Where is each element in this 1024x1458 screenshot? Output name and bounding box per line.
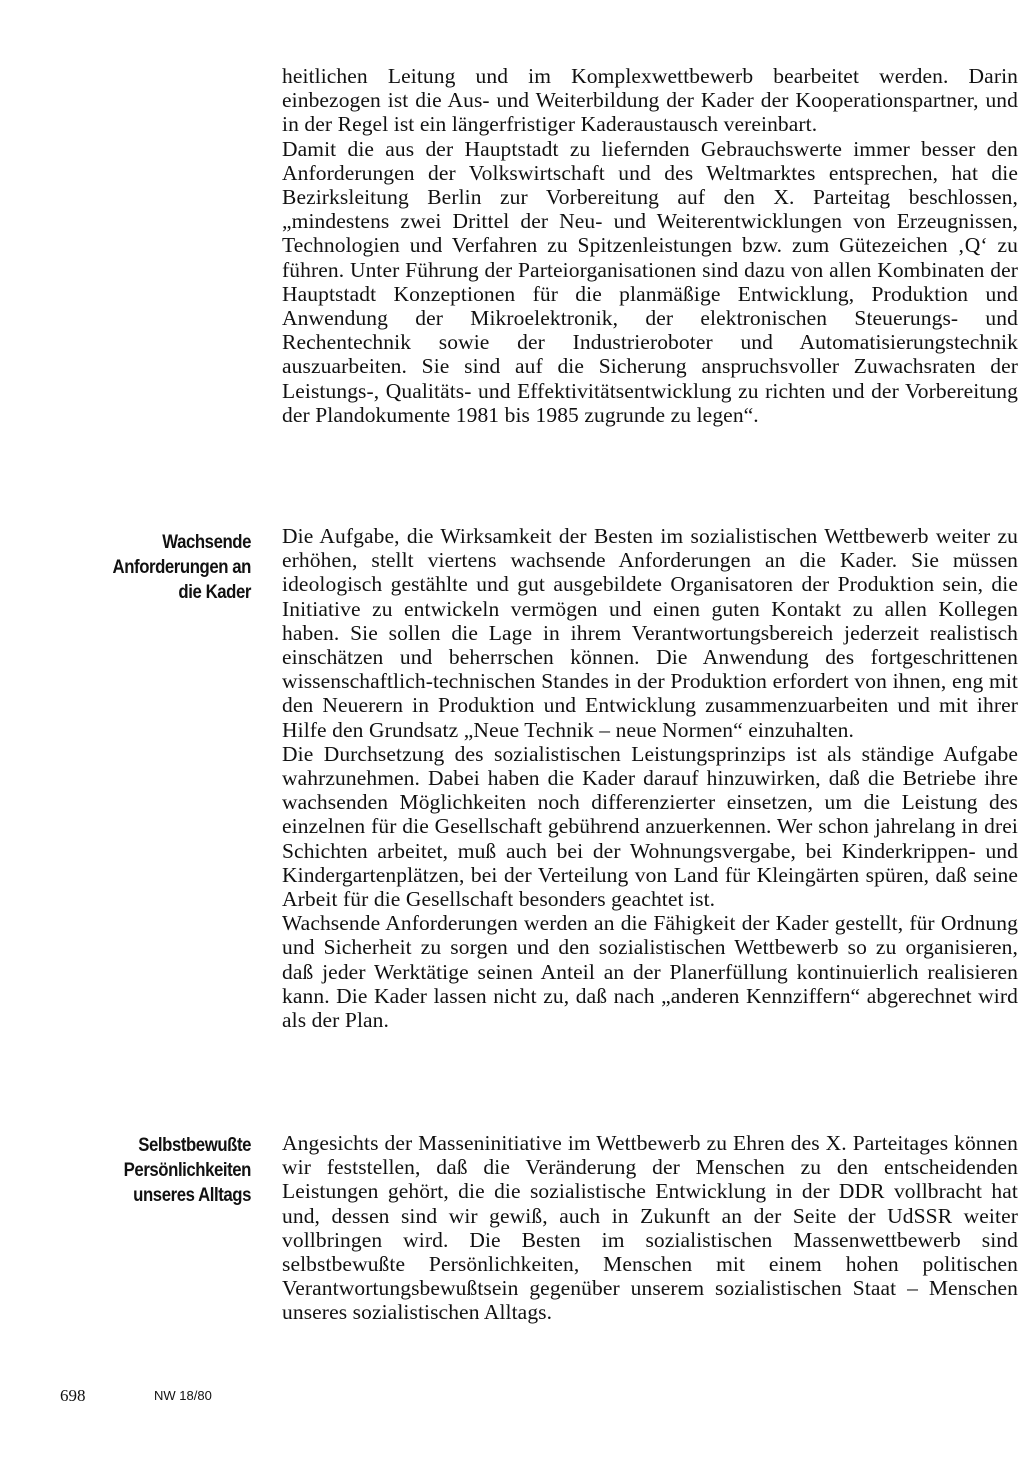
margin-heading-kader: Wachsende Anforderungen an die Kader: [112, 531, 251, 603]
issue-label: NW 18/80: [154, 1388, 212, 1403]
section-intro: [282, 64, 1018, 427]
section-kader: [282, 524, 1018, 1032]
page-number: 698: [60, 1386, 86, 1405]
paragraph: Die Aufgabe, die Wirksamkeit der Besten im sozialistischen Wettbewerb weiter zu erhöhen, stellt viertens wachsende Anforderungen an die Kader. Sie müssen ideologisch gestählte und gut ausgebildete Organisatoren der Produktion sein, die Initiative zu entwickeln vermögen und einen guten Kontakt zu allen Kollegen haben. Sie sollen die Lage in ihrem Verantwortungsbereich jederzeit realistisch einschätzen und beherrschen können. Die Anwendung des fortgeschrittenen wissenschaftlich-technischen Standes in der Produktion erfordert von ihnen, eng mit den Neuerern in Produktion und Entwicklung zusammenzuarbeiten und mit ihrer Hilfe den Grundsatz „Neue Technik – neue Normen“ einzuhalten.: [282, 524, 1018, 742]
paragraph: Angesichts der Masseninitiative im Wettbewerb zu Ehren des X. Parteitages können wir feststellen, daß die Veränderung der Menschen zu den entscheidenden Leistungen gehört, die die sozialistische Entwicklung in der DDR vollbracht hat und, dessen sind wir gewiß, auch in Zukunft an der Seite der UdSSR weiter vollbringen wird. Die Besten im sozialistischen Massenwettbewerb sind selbstbewußte Persönlichkeiten, Menschen mit einem hohen politischen Verantwortungsbewußtsein gegenüber unserem sozialistischen Staat – Menschen unseres sozialistischen Alltags.: [282, 1131, 1018, 1325]
section-persoenlichkeiten: [282, 1131, 1018, 1325]
paragraph: Wachsende Anforderungen werden an die Fähigkeit der Kader gestellt, für Ordnung und Sicherheit zu sorgen und den sozialistischen Wettbewerb so zu organisieren, daß jeder Werktätige seinen Anteil an der Planerfüllung kontinuierlich realisieren kann. Die Kader lassen nicht zu, daß nach „anderen Kennziffern“ abgerechnet wird als der Plan.: [282, 911, 1018, 1033]
paragraph: Damit die aus der Hauptstadt zu liefernden Gebrauchswerte immer besser den Anforderungen der Volkswirtschaft und des Weltmarktes entsprechen, hat die Bezirksleitung Berlin zur Vorbereitung auf den X. Parteitag beschlossen, „mindestens zwei Drittel der Neu- und Weiterentwicklungen von Erzeugnissen, Technologien und Verfahren zu Spitzenleistungen bzw. zum Gütezeichen ‚Q‘ zu führen. Unter Führung der Parteiorganisationen sind dazu von allen Kombinaten der Hauptstadt Konzeptionen für die planmäßige Entwicklung, Produktion und Anwendung der Mikroelektronik, der elektronischen Steuerungs- und Rechentechnik sowie der Industrieroboter und Automatisierungstechnik auszuarbeiten. Sie sind auf die Sicherung anspruchsvoller Zuwachsraten der Leistungs-, Qualitäts- und Effektivitätsentwicklung zu richten und der Vorbereitung der Plandokumente 1981 bis 1985 zugrunde zu legen“.: [282, 136, 1018, 427]
margin-heading-persoenlichkeiten: Selbstbewußte Persönlichkeiten unseres Alltags: [123, 1134, 251, 1206]
paragraph: Die Durchsetzung des sozialistischen Leistungsprinzips ist als ständige Aufgabe wahrzunehmen. Dabei haben die Kader darauf hinzuwirken, daß die Betriebe ihre wachsenden Möglichkeiten noch differenzierter einsetzen, um die Leistung des einzelnen für die Gesellschaft gebührend anzuerkennen. Wer schon jahrelang in drei Schichten arbeitet, muß auch bei der Wohnungsvergabe, bei Kinderkrippen- und Kindergartenplätzen, bei der Verteilung von Land für Kleingärten spüren, daß seine Arbeit für die Gesellschaft besonders geachtet ist.: [282, 741, 1018, 912]
paragraph: heitlichen Leitung und im Komplexwettbewerb bearbeitet werden. Darin einbezogen ist die Aus- und Weiterbildung der Kader der Kooperationspartner, und in der Regel ist ein längerfristiger Kaderaustausch vereinbart.: [282, 64, 1018, 137]
